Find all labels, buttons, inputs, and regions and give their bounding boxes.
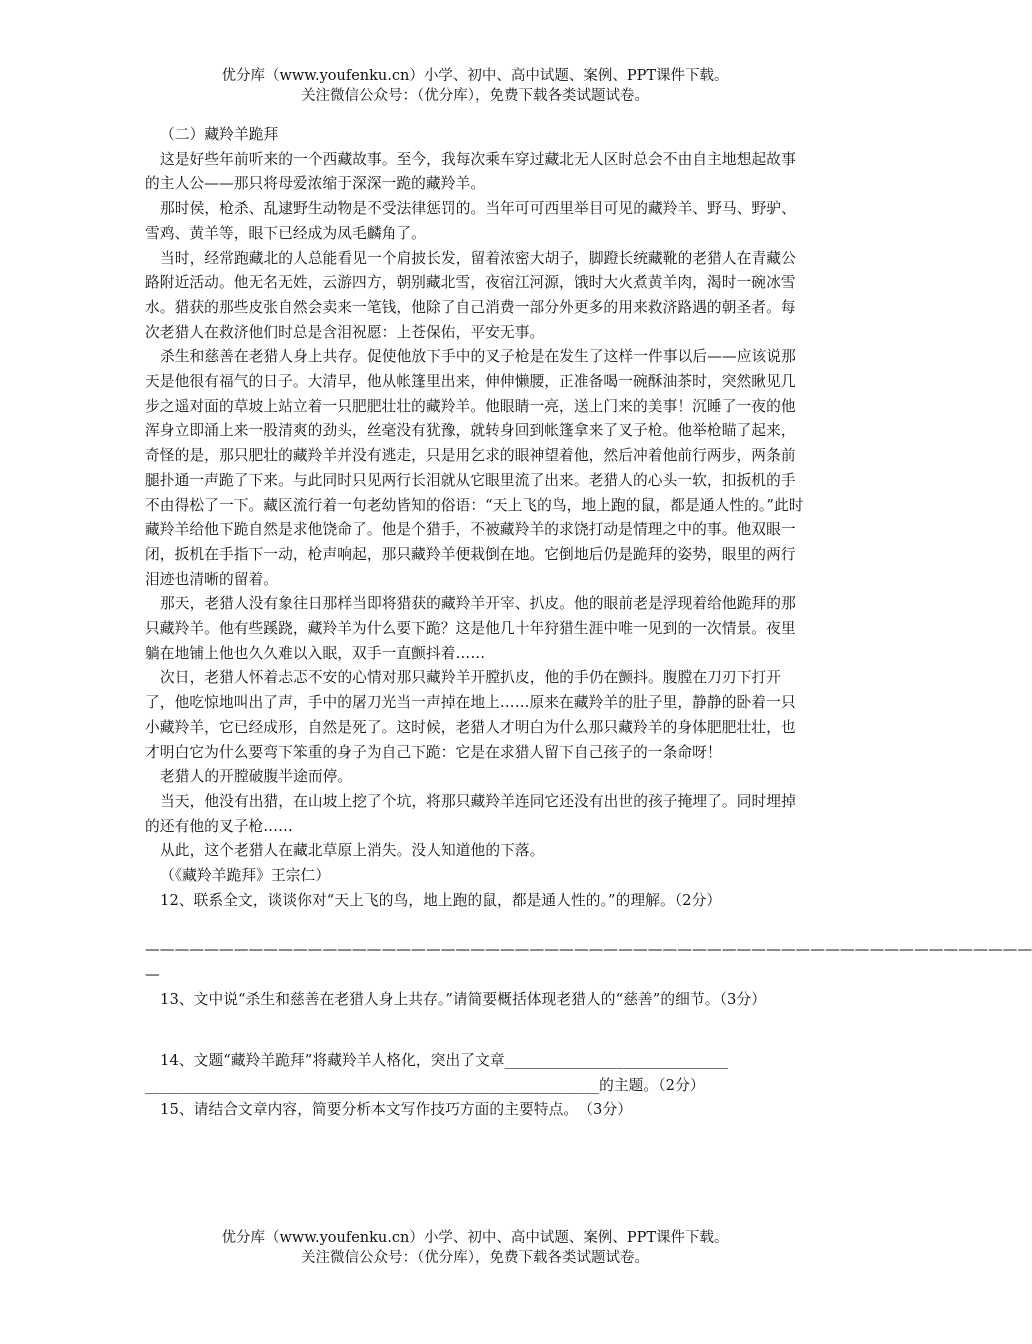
question-13-gap (145, 1037, 810, 1049)
footer-line-1: 优分库（www.youfenku.cn）小学、初中、高中试题、案例、PPT课件下载。 (221, 1230, 729, 1246)
question-12-spacer (145, 914, 810, 939)
page-footer (0, 1228, 950, 1268)
section-title: （二）藏羚羊跪拜 (160, 126, 279, 143)
passage-and-questions (145, 123, 1032, 1123)
footer-line-2: 关注微信公众号：（优分库），免费下载各类试题试卷。 (301, 1250, 649, 1266)
paragraph-2: 那时侯，枪杀、乱逮野生动物是不受法律惩罚的。当年可可西里举目可见的藏羚羊、野马、野驴、雪鸡、黄羊等，眼下已经成为凤毛麟角了。 (145, 200, 796, 242)
header-line-2: 关注微信公众号：（优分库），免费下载各类试题试卷。 (301, 88, 649, 104)
question-12-answer-line: ———————————————————————————————————————————————————————————— (145, 941, 1032, 959)
question-12: 12、联系全文，谈谈你对“天上飞的鸟，地上跑的鼠，都是通人性的。”的理解。（2分） (160, 891, 722, 909)
header-line-1: 优分库（www.youfenku.cn）小学、初中、高中试题、案例、PPT课件下载。 (221, 68, 729, 84)
question-13-spacer (145, 1012, 810, 1037)
paragraph-1: 这是好些年前听来的一个西藏故事。至今，我每次乘车穿过藏北无人区时总会不由自主地想起故事的主人公——那只将母爱浓缩于深深一跪的藏羚羊。 (145, 150, 796, 193)
question-13: 13、文中说“杀生和慈善在老猎人身上共存。”请简要概括体现老猎人的“慈善”的细节。（3分） (160, 990, 766, 1008)
source-citation: （《藏羚羊跪拜》王宗仁） (160, 867, 331, 885)
paragraph-7: 老猎人的开膛破腹半途而停。 (160, 768, 353, 786)
question-14-line-1: 14、文题“藏羚羊跪拜”将藏羚羊人格化，突出了文章______________________________ (160, 1051, 728, 1069)
paragraph-5: 那天，老猎人没有象往日那样当即将猎获的藏羚羊开宰、扒皮。他的眼前老是浮现着给他跪拜的那只藏羚羊。他有些蹊跷，藏羚羊为什么要下跪？这是他几十年狩猎生涯中唯一见到的一次情景。夜里躺在地铺上他也久久难以入眠，双手一直颤抖着…… (145, 595, 796, 662)
paragraph-3: 当时，经常跑藏北的人总能看见一个肩披长发，留着浓密大胡子，脚蹬长统藏靴的老猎人在青藏公路附近活动。他无名无姓，云游四方，朝别藏北雪，夜宿江河源，饿时大火煮黄羊肉，渴时一碗冰雪水。猎获的那些皮张自然会卖来一笔钱，他除了自己消费一部分外更多的用来救济路遇的朝圣者。每次老猎人在救济他们时总是含泪祝愿：上苍保佑，平安无事。 (145, 249, 796, 341)
question-15: 15、请结合文章内容，简要分析本文写作技巧方面的主要特点。 （3分） (160, 1101, 633, 1119)
paragraph-8: 当天，他没有出猎，在山坡上挖了个坑，将那只藏羚羊连同它还没有出世的孩子掩埋了。同时埋掉的还有他的叉子枪…… (145, 792, 796, 835)
paragraph-4: 杀生和慈善在老猎人身上共存。促使他放下手中的叉子枪是在发生了这样一件事以后——应该说那天是他很有福气的日子。大清早，他从帐篷里出来，伸伸懒腰，正准备喝一碗酥油茶时，突然瞅见几步之遥对面的草坡上站立着一只肥肥壮壮的藏羚羊。他眼睛一亮，送上门来的美事！沉睡了一夜的他浑身立即涌上来一股清爽的劲头，丝毫没有犹豫，就转身回到帐篷拿来了叉子枪。他举枪瞄了起来，奇怪的是，那只肥壮的藏羚羊并没有逃走，只是用乞求的眼神望着他，然后冲着他前行两步，两条前腿扑通一声跪了下来。与此同时只见两行长泪就从它眼里流了出来。老猎人的心头一软，扣扳机的手不由得松了一下。藏区流行着一句老幼皆知的俗语：“天上飞的鸟，地上跑的鼠，都是通人性的。”此时藏羚羊给他下跪自然是求他饶命了。他是个猎手，不被藏羚羊的求饶打动是情理之中的事。他双眼一闭，扳机在手指下一动，枪声响起，那只藏羚羊便栽倒在地。它倒地后仍是跪拜的姿势，眼里的两行泪迹也清晰的留着。 (145, 348, 804, 588)
question-14-line-2: _____________________________________________________________的主题。（2分） (145, 1076, 705, 1094)
question-12-answer-tail: — (145, 965, 160, 983)
paragraph-6: 次日，老猎人怀着忐忑不安的心情对那只藏羚羊开膛扒皮，他的手仍在颤抖。腹膛在刀刃下打开了，他吃惊地叫出了声，手中的屠刀光当一声掉在地上……原来在藏羚羊的肚子里，静静的卧着一只小藏羚羊，它已经成形，自然是死了。这时候，老猎人才明白为什么那只藏羚羊的身体肥肥壮壮，也才明白它为什么要弯下笨重的身子为自己下跪：它是在求猎人留下自己孩子的一条命呀！ (145, 669, 796, 761)
page-header (0, 66, 950, 106)
paragraph-9: 从此，这个老猎人在藏北草原上消失。没人知道他的下落。 (160, 842, 545, 860)
